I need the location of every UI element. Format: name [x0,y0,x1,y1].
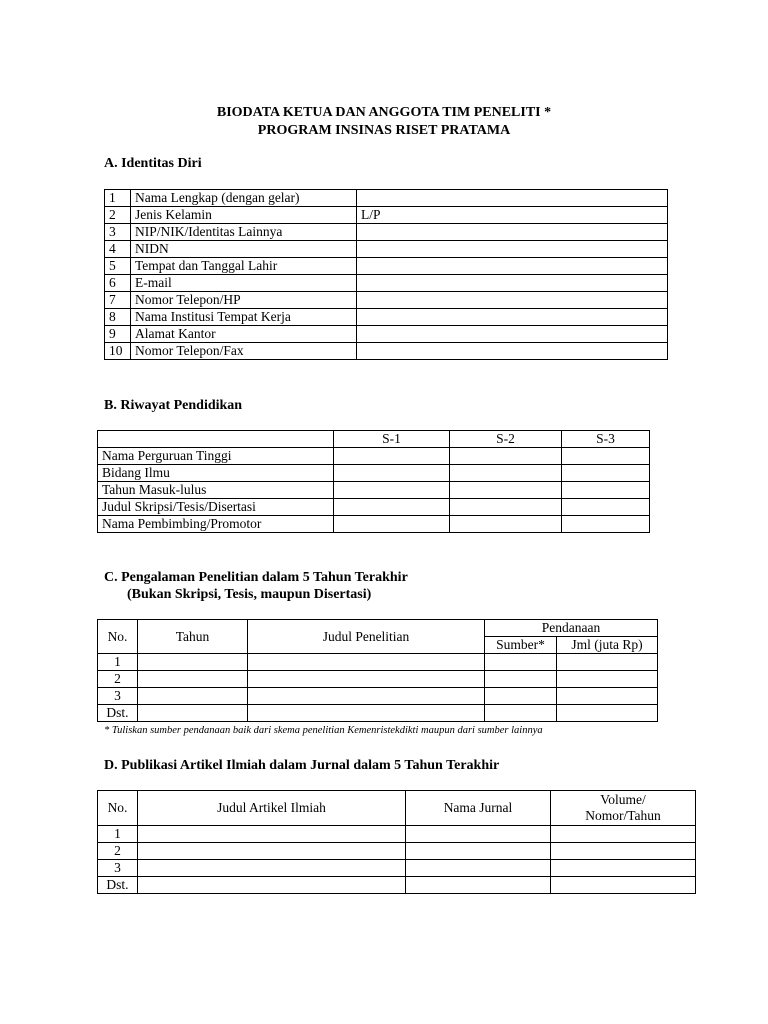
row-number: 3 [98,688,138,705]
entry-cell[interactable] [551,843,696,860]
header-blank [98,431,334,448]
row-number: 2 [98,843,138,860]
entry-cell[interactable] [334,448,450,465]
table-row [98,671,658,688]
entry-cell[interactable] [557,705,658,722]
entry-cell[interactable] [138,860,406,877]
entry-cell[interactable] [138,843,406,860]
entry-cell[interactable] [406,843,551,860]
row-number: 7 [105,292,131,309]
entry-cell[interactable] [450,499,562,516]
header-nama-jurnal: Nama Jurnal [406,791,551,826]
field-label: NIDN [131,241,357,258]
table-row [105,326,668,343]
header-degree: S-3 [562,431,650,448]
entry-cell[interactable] [138,877,406,894]
table-row [105,258,668,275]
field-label: Tempat dan Tanggal Lahir [131,258,357,275]
entry-cell[interactable] [485,705,557,722]
table-row [105,241,668,258]
field-value[interactable] [357,292,668,309]
table-row [98,516,650,533]
row-number: 5 [105,258,131,275]
field-value[interactable] [357,190,668,207]
entry-cell[interactable] [138,671,248,688]
field-label: Alamat Kantor [131,326,357,343]
row-number: 4 [105,241,131,258]
education-table [97,430,650,533]
row-number: 3 [98,860,138,877]
row-number: 2 [105,207,131,224]
footnote: * Tuliskan sumber pendanaan baik dari skema penelitian Kemenristekdikti maupun dari sumber lainnya [104,725,543,736]
table-row [98,465,650,482]
table-row [98,843,696,860]
entry-cell[interactable] [557,688,658,705]
table-header-row [98,431,650,448]
row-label: Judul Skripsi/Tesis/Disertasi [98,499,334,516]
entry-cell[interactable] [138,688,248,705]
entry-cell[interactable] [450,448,562,465]
table-row [98,499,650,516]
field-value[interactable] [357,275,668,292]
row-number: 1 [98,826,138,843]
research-table [97,619,658,722]
row-number: 1 [98,654,138,671]
field-label: Nomor Telepon/Fax [131,343,357,360]
entry-cell[interactable] [334,482,450,499]
entry-cell[interactable] [551,860,696,877]
table-row [98,482,650,499]
header-volume [551,791,696,826]
entry-cell[interactable] [551,877,696,894]
table-row [98,688,658,705]
row-number: 9 [105,326,131,343]
entry-cell[interactable] [406,826,551,843]
publication-table [97,790,696,894]
row-number: 6 [105,275,131,292]
field-label: Nama Lengkap (dengan gelar) [131,190,357,207]
table-row [98,877,696,894]
entry-cell[interactable] [248,654,485,671]
entry-cell[interactable] [406,877,551,894]
row-number: 2 [98,671,138,688]
section-c-subheading: (Bukan Skripsi, Tesis, maupun Disertasi) [127,587,372,602]
table-row [105,207,668,224]
field-label: Nomor Telepon/HP [131,292,357,309]
row-number: 3 [105,224,131,241]
row-label: Nama Perguruan Tinggi [98,448,334,465]
entry-cell[interactable] [450,516,562,533]
field-value[interactable]: L/P [357,207,668,224]
header-volume-line2: Nomor/Tahun [585,808,661,823]
entry-cell[interactable] [485,654,557,671]
field-label: E-mail [131,275,357,292]
row-number: 1 [105,190,131,207]
header-judul-artikel: Judul Artikel Ilmiah [138,791,406,826]
document-subtitle: PROGRAM INSINAS RISET PRATAMA [257,123,511,138]
field-value[interactable] [357,241,668,258]
table-row [105,292,668,309]
section-a-heading: A. Identitas Diri [104,156,202,171]
section-d-heading: D. Publikasi Artikel Ilmiah dalam Jurnal dalam 5 Tahun Terakhir [104,758,500,773]
header-judul-penelitian: Judul Penelitian [248,620,485,654]
row-label: Bidang Ilmu [98,465,334,482]
header-tahun: Tahun [138,620,248,654]
field-value[interactable] [357,343,668,360]
identity-table [104,189,668,360]
field-label: NIP/NIK/Identitas Lainnya [131,224,357,241]
entry-cell[interactable] [248,705,485,722]
entry-cell[interactable] [562,499,650,516]
row-label: Nama Pembimbing/Promotor [98,516,334,533]
section-b-heading: B. Riwayat Pendidikan [104,398,243,413]
table-row [98,860,696,877]
entry-cell[interactable] [450,482,562,499]
header-degree: S-1 [334,431,450,448]
field-value[interactable] [357,258,668,275]
table-row [105,224,668,241]
field-label: Jenis Kelamin [131,207,357,224]
entry-cell[interactable] [138,654,248,671]
table-row [105,343,668,360]
entry-cell[interactable] [562,516,650,533]
header-sumber: Sumber* [485,637,557,654]
field-value[interactable] [357,326,668,343]
entry-cell[interactable] [551,826,696,843]
row-number: 10 [105,343,131,360]
entry-cell[interactable] [450,465,562,482]
entry-cell[interactable] [334,499,450,516]
table-row [105,275,668,292]
table-row [105,190,668,207]
row-number: Dst. [98,877,138,894]
header-volume-line1: Volume/ [600,792,646,807]
entry-cell[interactable] [334,465,450,482]
entry-cell[interactable] [562,448,650,465]
header-jml: Jml (juta Rp) [557,637,658,654]
entry-cell[interactable] [248,688,485,705]
entry-cell[interactable] [138,705,248,722]
row-number: 8 [105,309,131,326]
table-row [105,309,668,326]
document-title: BIODATA KETUA DAN ANGGOTA TIM PENELITI * [216,105,552,120]
header-no: No. [98,791,138,826]
entry-cell[interactable] [557,654,658,671]
header-degree: S-2 [450,431,562,448]
header-pendanaan: Pendanaan [485,620,658,637]
field-value[interactable] [357,309,668,326]
entry-cell[interactable] [557,671,658,688]
row-label: Tahun Masuk-lulus [98,482,334,499]
section-c-heading: C. Pengalaman Penelitian dalam 5 Tahun Terakhir [104,570,408,585]
table-row [98,448,650,465]
entry-cell[interactable] [562,482,650,499]
entry-cell[interactable] [485,671,557,688]
table-row [98,705,658,722]
entry-cell[interactable] [406,860,551,877]
entry-cell[interactable] [138,826,406,843]
entry-cell[interactable] [562,465,650,482]
field-label: Nama Institusi Tempat Kerja [131,309,357,326]
table-row [98,826,696,843]
entry-cell[interactable] [485,688,557,705]
entry-cell[interactable] [248,671,485,688]
field-value[interactable] [357,224,668,241]
entry-cell[interactable] [334,516,450,533]
header-no: No. [98,620,138,654]
table-row [98,654,658,671]
row-number: Dst. [98,705,138,722]
